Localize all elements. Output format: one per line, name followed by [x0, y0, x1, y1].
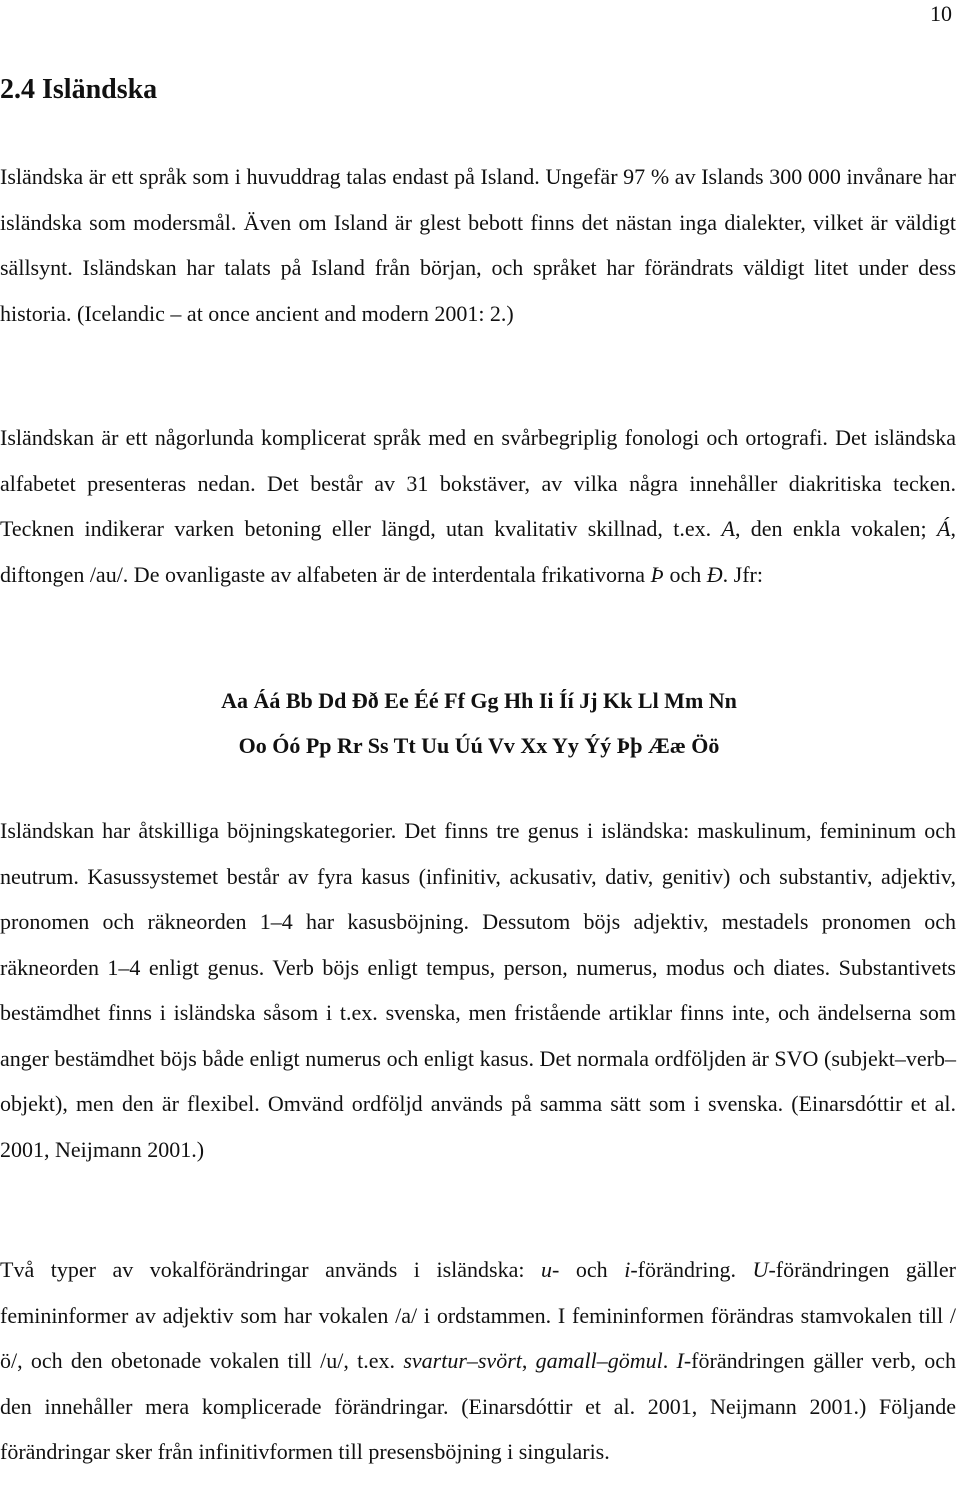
paragraph-alphabet-intro	[0, 415, 956, 597]
example-letter: Á	[937, 516, 951, 541]
text-run: ,	[521, 1348, 536, 1373]
page-number: 10	[930, 1, 952, 26]
text-run: -förändringen gäller femininformer av adjektiv som har vokalen /a/ i ordstammen. I femininformen förändras stamvokalen till /ö/, och den obetonade vokalen till /u/, t.ex.	[0, 1257, 957, 1373]
text-run: .	[662, 1348, 677, 1373]
example-letter: Þ	[650, 561, 665, 587]
text-run: , den enkla vokalen;	[734, 516, 938, 541]
example-letter: A	[721, 516, 735, 541]
paragraph-intro: Isländska är ett språk som i huvuddrag talas endast på Island. Ungefär 97 % av Islands 300 000 invånare har isländska som modersmål. Även om Island är glest bebott finns det nästan inga dialekter, vilket är väldigt sällsynt. Isländskan har talats på Island från början, och språket har förändrats väldigt litet under dess historia. (Icelandic – at once ancient and modern 2001: 2.)	[0, 164, 956, 326]
italic-term: U	[752, 1257, 769, 1282]
text-run: och	[664, 561, 707, 587]
alphabet-line-2: Oo Óó Pp Rr Ss Tt Uu Úú Vv Xx Yy Ýý Þþ Ææ Öö	[238, 733, 720, 758]
text-run: -förändringen gäller verb, och den innehåller mera komplicerade förändringar. (Einarsdóttir et al. 2001, Neijmann 2001.) Följande förändringar sker från infinitivformen till presensböjning i singularis.	[0, 1348, 957, 1464]
text-run: -förändring.	[630, 1257, 753, 1282]
text-run: Två typer av vokalförändringar används i isländska:	[0, 1257, 541, 1282]
italic-example: svartur–svört	[403, 1348, 522, 1373]
icelandic-alphabet	[0, 678, 958, 768]
section-title: Isländska	[42, 74, 158, 105]
paragraph-grammar: Isländskan har åtskilliga böjningskategorier. Det finns tre genus i isländska: maskulinum, femininum och neutrum. Kasussystemet består av fyra kasus (infinitiv, ackusativ, dativ, genitiv) och substantiv, adjektiv, pronomen och räkneorden 1–4 har kasusböjning. Dessutom böjs adjektiv, mestadels pronomen och räkneorden 1–4 enligt genus. Verb böjs enligt tempus, person, numerus, modus och diates. Substantivets bestämdhet finns i isländska såsom i t.ex. svenska, men fristående artiklar finns inte, och ändelserna som anger bestämdhet böjs både enligt numerus och enligt kasus. Det normala ordföljden är SVO (subjekt–verb–objekt), men den är flexibel. Omvänd ordföljd används på samma sätt som i svenska. (Einarsdóttir et al. 2001, Neijmann 2001.)	[0, 818, 956, 1162]
italic-term: u	[541, 1257, 552, 1282]
text-run: , diftongen /au/. De ovanligaste av alfabeten är de interdentala frikativorna	[0, 516, 956, 587]
alphabet-line-1: Aa Áá Bb Dd Ðð Ee Éé Ff Gg Hh Ii Íí Jj Kk Ll Mm Nn	[221, 688, 737, 713]
paragraph-vowel-changes	[0, 1247, 956, 1475]
section-number: 2.4	[0, 74, 35, 105]
text-run: - och	[552, 1257, 625, 1282]
text-run: Isländskan är ett någorlunda komplicerat språk med en svårbegriplig fonologi och ortografi. Det isländska alfabetet presenteras nedan. Det består av 31 bokstäver, av vilka några innehåller diakritiska tecken. Tecknen indikerar varken betoning eller längd, utan kvalitativ skillnad, t.ex.	[0, 425, 956, 541]
italic-term: I	[676, 1348, 684, 1373]
text-run: . Jfr:	[722, 561, 763, 587]
italic-term: i	[624, 1257, 631, 1282]
section-heading	[0, 72, 157, 108]
example-letter: Ð	[706, 561, 723, 587]
italic-example: gamall–gömul	[535, 1348, 663, 1373]
